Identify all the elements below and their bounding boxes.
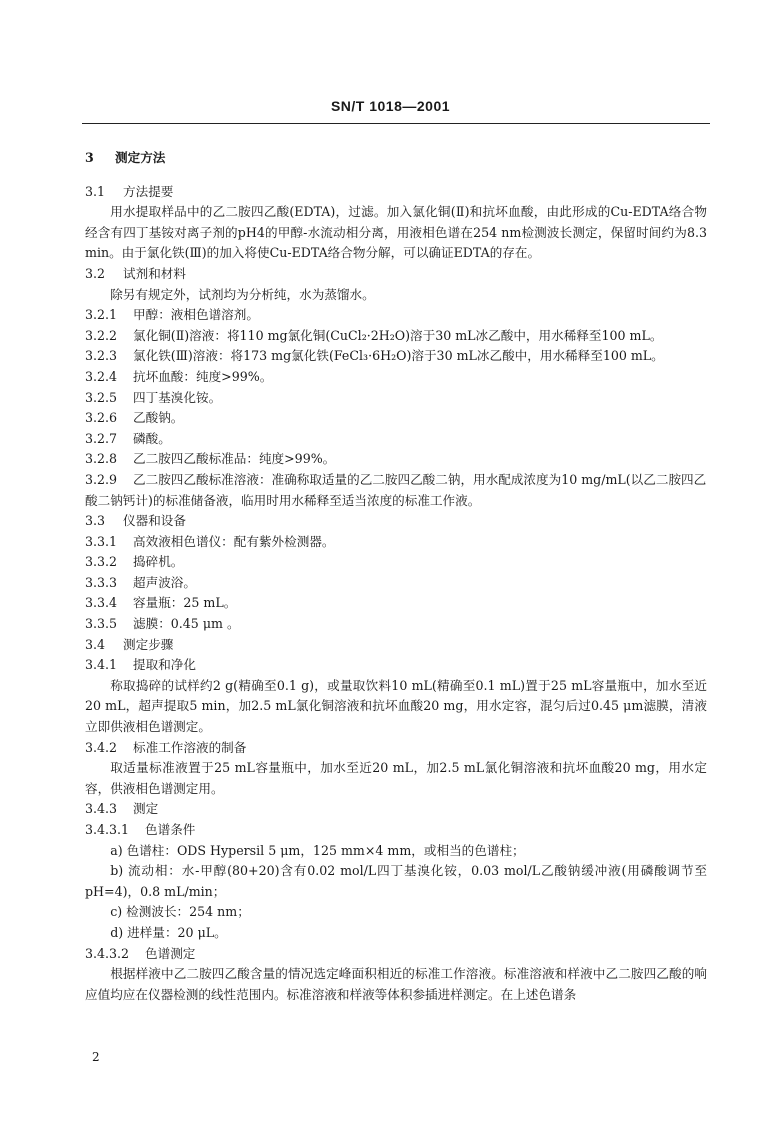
list-item-3-3-2 — [85, 552, 707, 573]
item-text: 氯化铜(Ⅱ)溶液：将110 mg氯化铜(CuCl₂·2H₂O)溶于30 mL冰乙酸中，用水稀释至100 mL。 — [133, 327, 663, 343]
item-text: 捣碎机。 — [133, 554, 184, 570]
paragraph-3-4-1: 称取捣碎的试样约2 g(精确至0.1 g)，或量取饮料10 mL(精确至0.1 mL)置于25 mL容量瓶中，加水至近20 mL，超声提取5 min，加2.5 mL氯化铜溶液和抗坏血酸20 mg，用水定容，混匀后过0.45 μm滤膜，清液立即供液相色谱测定。 — [85, 677, 707, 735]
item-number: 3.2.4 — [85, 368, 118, 384]
list-item-3-2-9 — [85, 470, 707, 511]
item-text: 乙二胺四乙酸标准品：纯度>99%。 — [133, 451, 336, 467]
item-text: 容量瓶：25 mL。 — [133, 595, 237, 611]
item-number: 3.2.7 — [85, 430, 118, 446]
item-number: 3.2.8 — [85, 451, 118, 467]
paragraph-3-1: 用水提取样品中的乙二胺四乙酸(EDTA)，过滤。加入氯化铜(Ⅱ)和抗坏血酸，由此形成的Cu-EDTA络合物经含有四丁基铵对离子剂的pH4的甲醇-水流动相分离，用液相色谱在254 nm检测波长测定，保留时间约为8.3 min。由于氯化铁(Ⅲ)的加入将使Cu-EDTA络合物分解，可以确证EDTA的存在。 — [85, 204, 707, 261]
item-number: 3.2.2 — [85, 327, 118, 343]
list-item-3-2-1 — [85, 305, 707, 326]
condition-item-d: d) 进样量：20 μL。 — [110, 924, 227, 940]
heading-number: 3.4.3.1 — [85, 822, 130, 837]
paragraph-3-4-2: 取适量标准液置于25 mL容量瓶中，加水至近20 mL，加2.5 mL氯化铜溶液和抗坏血酸20 mg，用水定容，供液相色谱测定用。 — [85, 760, 707, 796]
heading-number: 3.2 — [85, 265, 106, 281]
list-item-3-3-3 — [85, 573, 707, 594]
item-text: 甲醇：液相色谱溶剂。 — [133, 307, 259, 323]
heading-3-4-3-1 — [85, 820, 707, 841]
item-text: 滤膜：0.45 μm 。 — [133, 616, 240, 632]
heading-3-3 — [85, 511, 707, 532]
list-item-3-2-6 — [85, 408, 707, 429]
list-item-3-2-2 — [85, 326, 707, 347]
item-text: 乙酸钠。 — [133, 410, 184, 426]
list-item-3-3-1 — [85, 532, 707, 553]
item-text: 超声波浴。 — [133, 574, 196, 590]
heading-number: 3.4.3.2 — [85, 945, 130, 961]
item-number: 3.3.4 — [85, 595, 118, 611]
heading-number: 3.4 — [85, 636, 106, 652]
heading-3-4-1 — [85, 655, 707, 676]
document-body — [85, 148, 707, 1005]
heading-number: 3.3 — [85, 513, 106, 529]
heading-title: 方法提要 — [123, 183, 174, 199]
item-number: 3.2.1 — [85, 307, 118, 323]
item-number: 3.2.3 — [85, 348, 118, 364]
section-number: 3 — [85, 150, 94, 165]
heading-title: 色谱测定 — [145, 945, 196, 961]
heading-3-4 — [85, 635, 707, 656]
item-number: 3.3.2 — [85, 554, 118, 570]
item-text: 氯化铁(Ⅲ)溶液：将173 mg氯化铁(FeCl₃·6H₂O)溶于30 mL冰乙酸中，用水稀释至100 mL。 — [133, 348, 664, 364]
page-header-standard-code: SN/T 1018—2001 — [330, 98, 451, 114]
heading-3-2 — [85, 264, 707, 285]
paragraph-3-2: 除另有规定外，试剂均为分析纯，水为蒸馏水。 — [110, 286, 375, 302]
list-item-3-3-5 — [85, 614, 707, 635]
item-number: 3.2.9 — [85, 471, 118, 487]
heading-3-4-3 — [85, 799, 707, 820]
item-text: 磷酸。 — [133, 430, 171, 446]
heading-number: 3.4.3 — [85, 801, 118, 817]
item-text: 四丁基溴化铵。 — [133, 389, 222, 405]
heading-3-4-2 — [85, 738, 707, 759]
heading-3-1 — [85, 182, 707, 203]
heading-number: 3.4.1 — [85, 657, 118, 673]
heading-number: 3.1 — [85, 183, 106, 199]
condition-item-b: b) 流动相：水-甲醇(80+20)含有0.02 mol/L四丁基溴化铵，0.03 mol/L乙酸钠缓冲液(用磷酸调节至pH=4)，0.8 mL/min； — [85, 863, 707, 899]
heading-title: 标准工作溶液的制备 — [133, 739, 247, 755]
condition-item-a: a) 色谱柱：ODS Hypersil 5 μm，125 mm×4 mm，或相当的色谱柱； — [110, 842, 525, 858]
heading-title: 仪器和设备 — [123, 513, 186, 529]
heading-title: 色谱条件 — [145, 822, 196, 837]
header-rule — [82, 123, 710, 124]
list-item-3-2-4 — [85, 367, 707, 388]
list-item-3-2-7 — [85, 429, 707, 450]
heading-title: 提取和净化 — [133, 657, 196, 673]
heading-title: 测定步骤 — [123, 636, 174, 652]
page-number: 2 — [92, 1050, 100, 1064]
heading-title: 试剂和材料 — [123, 265, 186, 281]
item-number: 3.2.5 — [85, 389, 118, 405]
heading-3-4-3-2 — [85, 944, 707, 965]
item-number: 3.2.6 — [85, 410, 118, 426]
section-title: 测定方法 — [115, 150, 166, 165]
item-text: 高效液相色谱仪：配有紫外检测器。 — [133, 533, 335, 549]
paragraph-3-4-3-2: 根据样液中乙二胺四乙酸含量的情况选定峰面积相近的标准工作溶液。标准溶液和样液中乙二胺四乙酸的响应值均应在仪器检测的线性范围内。标准溶液和样液等体积参插进样测定。在上述色谱条 — [85, 966, 707, 1002]
item-text: 乙二胺四乙酸标准溶液：准确称取适量的乙二胺四乙酸二钠，用水配成浓度为10 mg/mL(以乙二胺四乙酸二钠钙计)的标准储备液，临用时用水稀释至适当浓度的标准工作液。 — [85, 471, 707, 508]
item-text: 抗坏血酸：纯度>99%。 — [133, 368, 273, 384]
item-number: 3.3.5 — [85, 616, 118, 632]
list-item-3-3-4 — [85, 593, 707, 614]
list-item-3-2-8 — [85, 449, 707, 470]
list-item-3-2-3 — [85, 346, 707, 367]
section-heading — [85, 148, 707, 169]
item-number: 3.3.3 — [85, 574, 118, 590]
condition-item-c: c) 检测波长：254 nm； — [110, 904, 250, 920]
item-number: 3.3.1 — [85, 533, 118, 549]
heading-title: 测定 — [133, 801, 159, 817]
heading-number: 3.4.2 — [85, 739, 118, 755]
list-item-3-2-5 — [85, 388, 707, 409]
